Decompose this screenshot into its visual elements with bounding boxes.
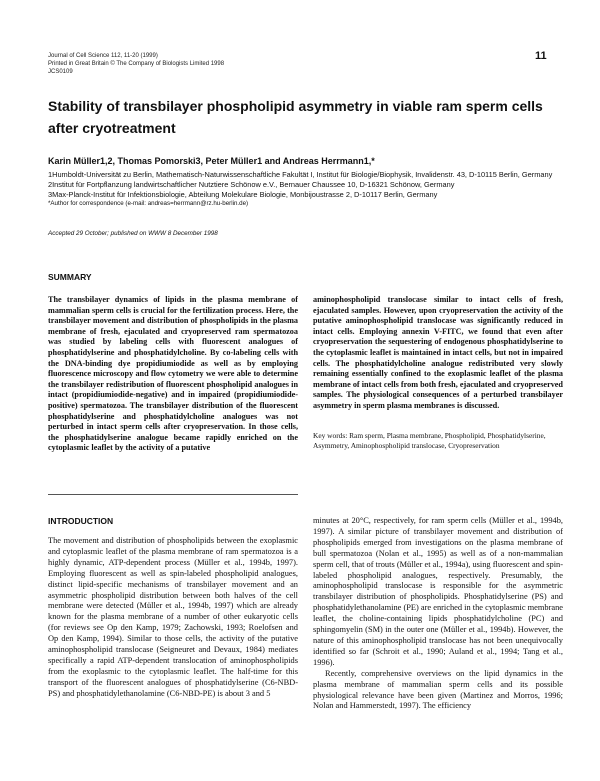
summary-text-right: aminophospholipid translocase similar to intact cells of fresh, ejaculated samples. However, upon cryopreservation the activity of the putative aminophospholipid translocase was significantly reduced in intact cells. Employing annexin V-FITC, we found that even after cryopreservation the sequestering of endogenous phosphatidylserine to the cytoplasmic leaflet is maintained in intact cells, but not in impaired cells. The phosphatidylcholine analogue redistributed very slowly remaining essentially confined to the exoplasmic leaflet of the plasma membrane of intact cells from both fresh, ejaculated and cryopreserved samples. The physiological consequences of a perturbed transbilayer asymmetry in sperm plasma membranes is discussed. — [313, 295, 563, 410]
intro-paragraph-1: The movement and distribution of phospholipids between the exoplasmic and cytoplasmic leaflet of the plasma membrane of ram spermatozoa is a highly dynamic, ATP-dependent process (Müller et al., 1994b, 1997). Employing fluorescent as well as spin-labeled phospholipid analogues, distinct lipid-specific mechanisms of transbilayer movement and an asymmetric phospholipid distribution between both halves of the cell membrane were detected (Müller et al., 1994b, 1997) which are already known for the plasma membrane of a number of other eukaryotic cells (for reviews see Op den Kamp, 1979; Zachowski, 1993; Roelofsen and Op den Kamp, 1994). Similar to those cells, the activity of the putative aminophospholipid translocase (Seigneuret and Devaux, 1984) mediates specifically a rapid ATP-dependent translocation of aminophospholipids from the exoplasmic to the cytoplasmic leaflet. The half-time for this transport of the fluorescent analogues of phosphatidylserine (C6-NBD-PS) and phosphatidylethanolamine (C6-NBD-PE) is about 3 and 5 — [48, 536, 298, 698]
summary-heading: SUMMARY — [48, 272, 92, 282]
section-divider — [48, 494, 298, 495]
page-number: 11 — [535, 50, 547, 62]
keywords: Key words: Ram sperm, Plasma membrane, Phospholipid, Phosphatidylserine, Asymmetry, Aminophospholipid translocase, Cryopreservation — [313, 431, 546, 450]
affiliations — [48, 170, 558, 209]
introduction-column-left — [48, 536, 298, 752]
journal-citation — [48, 52, 468, 76]
summary-text-left: The transbilayer dynamics of lipids in the plasma membrane of mammalian sperm cells is crucial for the fertilization process. Here, the transbilayer movement and distribution of phospholipids in the plasma membrane of fresh, ejaculated and cryopreserved ram spermatozoa was studied by labeling cells with fluorescent analogues of phosphatidylserine and phosphatidylcholine. By co-labeling cells with the DNA-binding dye propidiumiodide as well as by employing fluorescence microscopy and flow cytometry we were able to determine the transbilayer redistribution of fluorescent phospholipid analogues in intact (propidiumiodide-negative) and in impaired (propidiumiodide-positive) spermatozoa. The transbilayer distribution of the fluorescent phosphatidylserine and phosphatidylcholine analogues was not perturbed in intact sperm cells after cryopreservation. In those cells, the phosphatidylserine analogue became rapidly enriched on the cytoplasmic leaflet by the activity of a putative — [48, 295, 298, 453]
title-line-1: Stability of transbilayer phospholipid asymmetry in viable ram sperm cells — [48, 98, 543, 114]
article-title — [48, 95, 558, 139]
introduction-column-right — [313, 516, 563, 752]
title-line-2: after cryotreatment — [48, 120, 176, 136]
journal-line-1: Journal of Cell Science 112, 11-20 (1999) — [48, 53, 158, 59]
affiliation-3: 3Max-Planck-Institut für Infektionsbiologie, Abteilung Molekulare Biologie, Monbijoustrasse 2, D-10117 Berlin, Germany — [48, 189, 438, 199]
introduction-heading: INTRODUCTION — [48, 516, 114, 526]
intro-paragraph-1-cont: minutes at 20°C, respectively, for ram sperm cells (Müller et al., 1994b, 1997). A similar picture of transbilayer movement and distribution of phospholipids emerged from investigations on the plasma membrane of bull spermatozoa (Nolan et al., 1995) as well as of a non-mammalian sperm cell, that of trouts (Müller et al., 1994a), using fluorescent and spin-labeled phospholipid analogues, respectively. Presumably, the aminophospholipid translocase is responsible for the asymmetric transbilayer distribution of phospholipids. Phosphatidylserine (PS) and phosphatidylethanolamine (PE) are enriched in the cytoplasmic membrane leaflet, the choline-containing lipids phosphatidylcholine (PC) and sphingomyelin (SM) in the outer one (Müller et al., 1994b). However, the nature of this aminophospholipid translocase has not been unequivocally identified so far (Schroit et al., 1990; Auland et al., 1994; Tang et al., 1996). — [313, 516, 563, 667]
journal-line-3: JCS0109 — [48, 69, 73, 75]
affiliation-2: 2Institut für Fortpflanzung landwirtschaftlicher Nutztiere Schönow e.V., Bernauer Chaussee 10, D-16321 Schönow, Germany — [48, 179, 455, 189]
intro-paragraph-2: Recently, comprehensive overviews on the lipid dynamics in the plasma membrane of mammalian sperm cells and its possible physiological relevance have been given (Martinez and Morros, 1996; Nolan and Hammerstedt, 1997). The efficiency — [313, 668, 563, 711]
accepted-date: Accepted 29 October; published on WWW 8 December 1998 — [48, 230, 218, 237]
author-list: Karin Müller1,2, Thomas Pomorski3, Peter Müller1 and Andreas Herrmann1,* — [48, 156, 375, 166]
affiliation-1: 1Humboldt-Universität zu Berlin, Mathematisch-Naturwissenschaftliche Fakultät I, Institut für Biologie/Biophysik, Invalidenstr. 43, D-10115 Berlin, Germany — [48, 170, 553, 179]
correspondence-note: *Author for correspondence (e-mail: andreas=herrmann@rz.hu-berlin.de) — [48, 200, 249, 208]
journal-line-2: Printed in Great Britain © The Company of Biologists Limited 1998 — [48, 61, 225, 67]
